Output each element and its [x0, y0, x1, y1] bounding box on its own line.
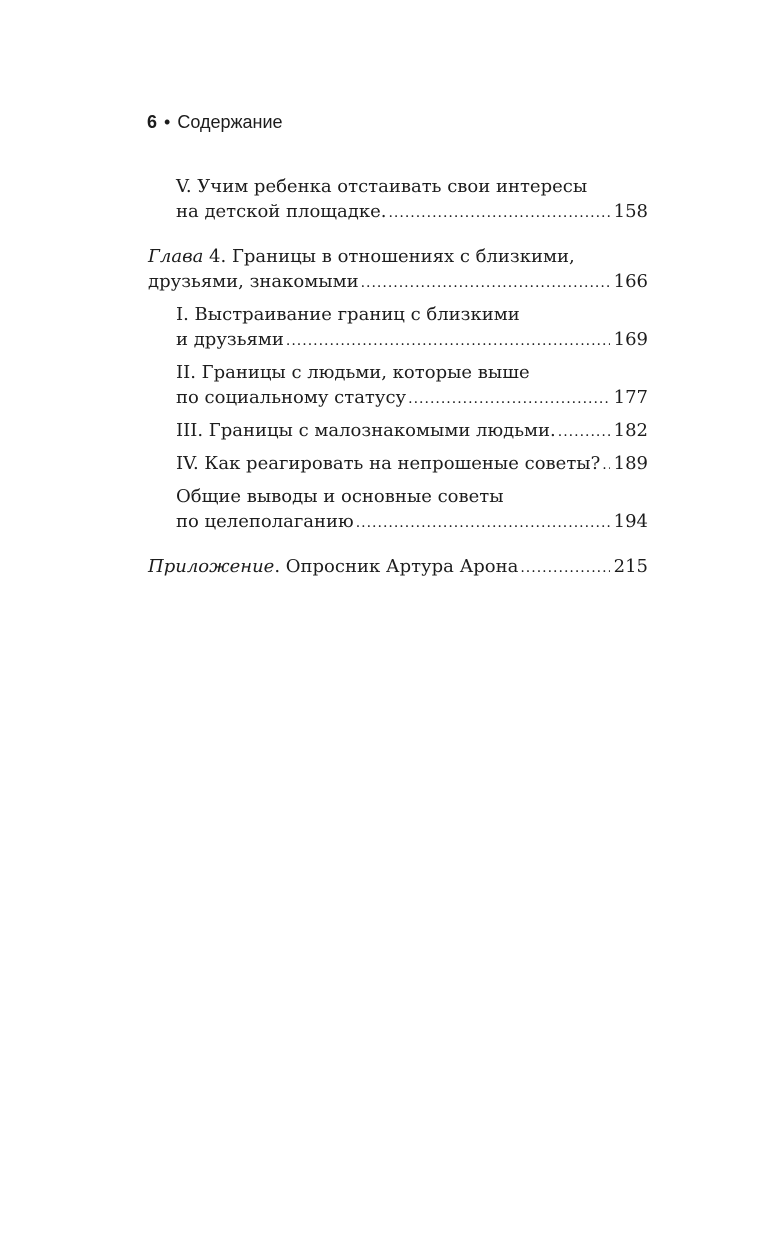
toc-entry-title: Общие выводы и основные советы [176, 486, 504, 507]
toc-entry-title: III. Границы с малознакомыми людьми. [176, 420, 556, 441]
dot-leader [558, 420, 610, 445]
toc-page-number: 158 [613, 201, 648, 222]
toc-entry[interactable] [148, 360, 648, 412]
toc-entry-title: II. Границы с людьми, которые выше [176, 362, 530, 383]
toc-page-number: 189 [613, 453, 648, 474]
toc-entry-title: 4. Границы в отношениях с близкими, [203, 246, 575, 267]
toc-entry-label-italic: Приложение [148, 556, 275, 577]
toc-entry-title-cont: на детской площадке. [176, 201, 387, 222]
toc-entry-title-cont: друзьями, знакомыми [148, 271, 359, 292]
toc-entry-title-cont: по целеполаганию [176, 511, 354, 532]
toc-entry[interactable] [148, 174, 648, 226]
toc-entry[interactable] [148, 451, 648, 478]
dot-leader [356, 511, 610, 536]
toc-entry-title: . Опросник Артура Арона [274, 556, 519, 577]
toc-page-number: 194 [613, 511, 648, 532]
toc-page-number: 177 [613, 387, 648, 408]
toc-entry-title: IV. Как реагировать на непрошеные советы? [176, 453, 601, 474]
toc-entry-title-cont: и друзьями [176, 329, 284, 350]
toc-page-number: 166 [613, 271, 648, 292]
toc-page-number: 215 [613, 556, 648, 577]
toc-page-number: 169 [613, 329, 648, 350]
table-of-contents [148, 174, 648, 587]
toc-entry-title: V. Учим ребенка отстаивать свои интересы [176, 176, 588, 197]
dot-leader [602, 453, 609, 478]
section-title: Содержание [177, 112, 283, 132]
toc-entry-title: I. Выстраивание границ с близкими [176, 304, 520, 325]
toc-page-number: 182 [613, 420, 648, 441]
dot-leader [361, 271, 610, 296]
toc-entry-title-cont: по социальному статусу [176, 387, 407, 408]
dot-leader [408, 387, 609, 412]
dot-leader [286, 329, 610, 354]
dot-leader [388, 201, 609, 226]
dot-leader [520, 556, 609, 581]
running-header [147, 110, 283, 134]
toc-entry-appendix[interactable] [148, 554, 648, 581]
toc-entry[interactable] [148, 302, 648, 354]
page-number: 6 [147, 112, 158, 132]
header-separator: • [164, 112, 171, 132]
toc-entry[interactable] [148, 484, 648, 536]
toc-entry-chapter[interactable] [148, 244, 648, 296]
toc-entry-label-italic: Глава [148, 246, 204, 267]
toc-entry[interactable] [148, 418, 648, 445]
